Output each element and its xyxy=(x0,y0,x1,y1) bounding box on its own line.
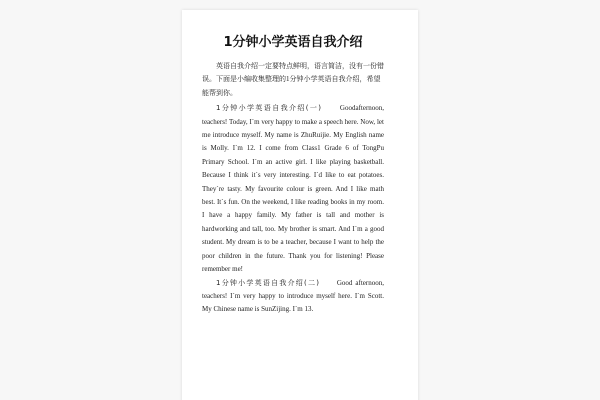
section-two-spacer xyxy=(322,279,334,287)
section-one-spacer xyxy=(324,104,337,112)
document-title: 1分钟小学英语自我介绍 xyxy=(223,35,363,50)
intro-paragraph: 英语自我介绍一定要特点鲜明，语言简洁，没有一份错误。下面是小编收集整理的1分钟小学英语自我介绍，希望能帮到你。 xyxy=(202,62,384,97)
page-content xyxy=(202,34,384,317)
section-two-body: Good afternoon, teachers! I`m very happy to introduce myself here. I`m Scott. My Chinese name is SunZijing. I`m 13. xyxy=(202,278,384,314)
section-one-body: Goodafternoon, teachers! Today, I`m very happy to make a speech here. Now, let me introduce myself. My name is ZhuRuijie. My English name is Molly. I`m 12. I come from Class1 Grade 6 of TongPu Primary School. I`m an active girl. I like playing basketball. Because I think it`s very interesting. I`d like to eat potatoes. They`re tasty. My favourite colour is green. And I like math best. It`s fun. On the weekend, I like reading books in my room. I have a happy family. My father is tall and mother is hardworking and tall, too. My brother is smart. And I`m a good student. My dream is to be a teacher, because I want to help the poor children in the future. Thank you for listening! Please remember me! xyxy=(202,104,385,274)
section-two-heading: 1分钟小学英语自我介绍(二) xyxy=(216,278,319,287)
document-page xyxy=(182,10,418,400)
section-one xyxy=(202,102,384,276)
section-two xyxy=(202,277,384,317)
section-one-heading: 1分钟小学英语自我介绍(一) xyxy=(216,104,322,113)
